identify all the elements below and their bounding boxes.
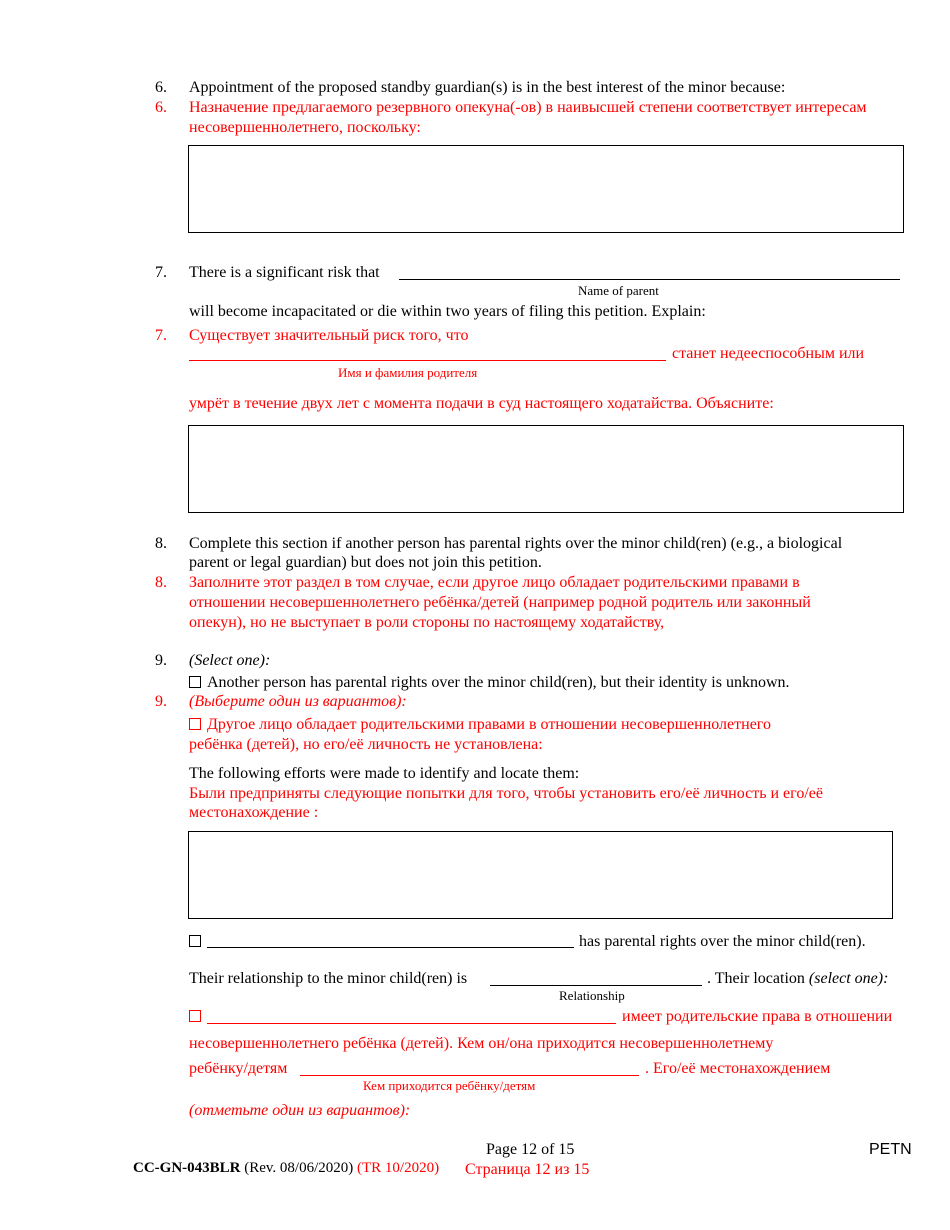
item-6-text-ru-line1: Назначение предлагаемого резервного опекуна(-ов) в наивысшей степени соответствует интересам (189, 99, 867, 116)
known-person-name-field[interactable] (207, 947, 574, 948)
known-person-text-ru: имеет родительские права в отношении (622, 1008, 893, 1025)
item-9-number: 9. (155, 652, 167, 669)
form-id (133, 1158, 439, 1178)
known-person-name-field-ru[interactable] (207, 1023, 616, 1024)
identity-unknown-checkbox[interactable] (189, 676, 201, 688)
item-8-text-ru-line3: опекун), но не выступает в роли стороны по настоящему ходатайству, (189, 614, 665, 631)
form-revision: (Rev. 08/06/2020) (244, 1160, 354, 1176)
item-6-number: 6. (155, 79, 167, 96)
known-person-text-ru-cont: несовершеннолетнего ребёнка (детей). Кем он/она приходится несовершеннолетнему (189, 1035, 774, 1052)
item-6-explanation-box[interactable] (188, 145, 904, 233)
item-7-text-en-cont: will become incapacitated or die within two years of filing this petition. Explain: (189, 303, 706, 320)
item-6-number-ru: 6. (155, 99, 167, 116)
location-select-en: (select one): (808, 970, 889, 987)
option-identity-unknown (189, 673, 790, 693)
item-6-text-en: Appointment of the proposed standby guardian(s) is in the best interest of the minor because: (189, 79, 786, 96)
item-7-text-en-prefix: There is a significant risk that (189, 264, 380, 281)
known-person-text-en: has parental rights over the minor child(ren). (579, 933, 866, 950)
efforts-text-ru-line1: Были предприняты следующие попытки для того, чтобы установить его/её личность и его/её (189, 785, 823, 802)
identity-unknown-checkbox-ru[interactable] (189, 718, 201, 730)
item-8-text-ru-line1: Заполните этот раздел в том случае, если другое лицо обладает родительскими правами в (189, 574, 800, 591)
relationship-text-ru-prefix: ребёнку/детям (189, 1060, 288, 1077)
known-person-checkbox-ru[interactable] (189, 1010, 201, 1022)
location-select-ru: (отметьте один из вариантов): (189, 1102, 411, 1119)
item-7-text-ru-line1: Существует значительный риск того, что (189, 327, 469, 344)
relationship-caption-ru: Кем приходится ребёнку/детям (363, 1078, 536, 1093)
parent-name-field[interactable] (399, 279, 900, 280)
item-6-text-ru-line2: несовершеннолетнего, поскольку: (189, 119, 421, 136)
parent-name-caption-ru: Имя и фамилия родителя (338, 365, 478, 380)
identity-unknown-label: Another person has parental rights over the minor child(ren), but their identity is unknown. (207, 674, 790, 691)
item-9-number-ru: 9. (155, 693, 167, 710)
page-number-en: Page 12 of 15 (486, 1141, 575, 1158)
relationship-text-ru-suffix: . Его/её местонахождением (645, 1060, 831, 1077)
item-9-select-ru: (Выберите один из вариантов): (189, 693, 407, 710)
item-8-number-ru: 8. (155, 574, 167, 591)
efforts-text-en: The following efforts were made to identify and locate them: (189, 765, 580, 782)
relationship-text-en-prefix: Their relationship to the minor child(ren) is (189, 970, 468, 987)
item-7-text-ru-suffix: станет недееспособным или (672, 345, 865, 362)
efforts-text-ru-line2: местонахождение : (189, 804, 319, 821)
item-7-number-ru: 7. (155, 327, 167, 344)
item-8-number: 8. (155, 535, 167, 552)
item-8-text-ru-line2: отношении несовершеннолетнего ребёнка/детей (например родной родитель или законный (189, 594, 811, 611)
item-8-text-en-line1: Complete this section if another person has parental rights over the minor child(ren) (e.g., a biological (189, 535, 843, 552)
location-label-en: . Their location (707, 970, 805, 987)
parent-name-field-ru[interactable] (189, 360, 666, 361)
option-known-person (189, 932, 207, 952)
option-identity-unknown-ru (189, 715, 771, 735)
item-9-select-en: (Select one): (189, 652, 271, 669)
option-known-person-ru (189, 1007, 207, 1027)
efforts-explanation-box[interactable] (188, 831, 893, 919)
item-7-number: 7. (155, 264, 167, 281)
relationship-field[interactable] (490, 985, 702, 986)
form-code: CC-GN-043BLR (133, 1160, 241, 1176)
form-tag: PETN (869, 1141, 912, 1158)
translation-revision: (TR 10/2020) (357, 1160, 440, 1176)
identity-unknown-label-ru-line2: ребёнка (детей), но его/её личность не установлена: (189, 736, 543, 753)
relationship-caption: Relationship (559, 988, 625, 1003)
parent-name-caption: Name of parent (578, 283, 659, 298)
identity-unknown-label-ru: Другое лицо обладает родительскими правами в отношении несовершеннолетнего (207, 716, 771, 733)
relationship-text-en-suffix (707, 969, 888, 989)
relationship-field-ru[interactable] (300, 1075, 639, 1076)
item-7-explanation-box[interactable] (188, 425, 904, 513)
known-person-checkbox[interactable] (189, 935, 201, 947)
item-8-text-en-line2: parent or legal guardian) but does not join this petition. (189, 554, 542, 571)
item-7-text-ru-cont: умрёт в течение двух лет с момента подачи в суд настоящего ходатайства. Объясните: (189, 395, 774, 412)
page-number-ru: Страница 12 из 15 (465, 1161, 590, 1178)
